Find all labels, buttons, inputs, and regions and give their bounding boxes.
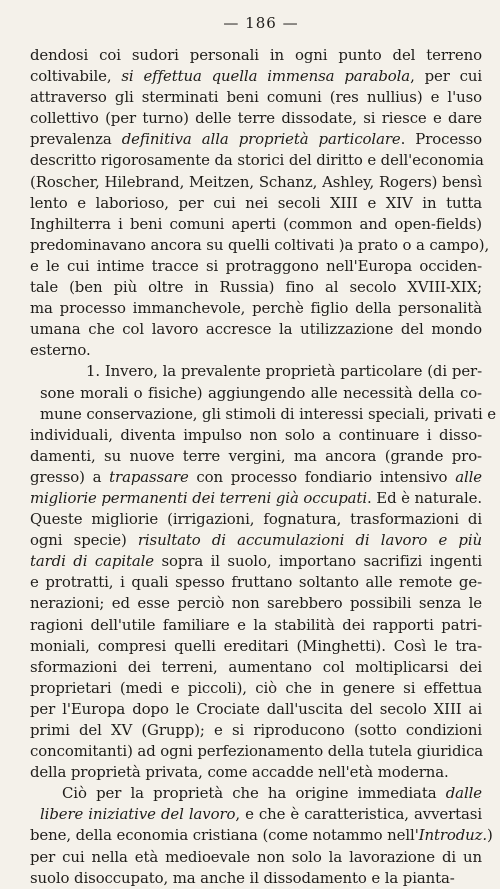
text-run: individuali, diventa impulso non solo a continuare i disso- (30, 425, 482, 444)
text-run: suolo disoccupato, ma anche il dissodamento e la pianta- (30, 868, 455, 887)
text-line (30, 150, 482, 171)
text-run: , e che è caratteristica, avvertasi (235, 805, 482, 824)
text-run: Ciò per la proprietà che ha origine immediata (62, 784, 446, 803)
italic-text: dalle (445, 784, 482, 803)
text-run: . Processo (400, 130, 482, 149)
text-line (30, 383, 482, 404)
text-line (30, 214, 482, 235)
text-line (30, 720, 482, 741)
text-run: damenti, su nuove terre vergini, ma ancora (grande pro- (30, 446, 482, 465)
italic-text: Introduz. (418, 826, 488, 845)
text-line (30, 762, 482, 783)
text-run: nerazioni; ed esse perciò non sarebbero possibili senza le (30, 594, 482, 613)
text-run: , per cui (410, 67, 482, 86)
text-run: concomitanti) ad ogni perfezionamento della tutela giuridica (30, 742, 484, 761)
text-run: ma processo immanchevole, perchè figlio della personalità (30, 299, 482, 318)
text-run: primi del XV (Grupp); e si riproducono (sotto condizioni (30, 721, 482, 739)
text-run: della proprietà privata, come accadde nell'età moderna. (30, 763, 449, 782)
text-run: collettivo (per turno) delle terre dissodate, si riesce e dare (30, 109, 482, 128)
text-run: Queste migliorie (irrigazioni, fognatura, trasformazioni di (30, 510, 482, 529)
text-line (30, 361, 482, 382)
text-line (30, 235, 490, 256)
text-run: sone morali o fisiche) aggiungendo alle necessità della co- (40, 383, 482, 402)
text-line (30, 319, 482, 340)
text-run: per cui nella età medioevale non solo la lavorazione di un (30, 847, 482, 866)
text-run: Inghilterra i beni comuni aperti (common and open-fields) (30, 214, 482, 233)
text-run: mune conservazione, gli stimoli di interessi speciali, privati e (40, 404, 497, 423)
text-run: dendosi coi sudori personali in ogni punto del terreno (30, 46, 482, 64)
text-line (30, 66, 482, 87)
text-run: sopra il suolo, importano sacrifizi ingenti (154, 552, 482, 571)
text-run: coltivabile, (30, 67, 122, 86)
italic-text: tardi di capitale (30, 552, 154, 571)
text-body (30, 45, 497, 889)
text-line (30, 488, 482, 509)
text-line (30, 87, 482, 108)
text-run: proprietari (medi e piccoli), ciò che in genere si effettua (30, 678, 482, 697)
text-run: esterno. (30, 341, 91, 360)
text-line (30, 277, 482, 298)
text-line (30, 467, 482, 488)
text-line (30, 446, 482, 467)
text-line (30, 783, 482, 804)
text-line (30, 593, 482, 614)
text-run: 1. Invero, la prevalente proprietà particolare (di per- (86, 362, 482, 381)
text-line (30, 256, 482, 277)
text-run: ) (487, 826, 493, 845)
text-run: prevalenza (30, 130, 122, 149)
text-run: predominavano ancora su quelli coltivati )a prato o a campo), (30, 235, 490, 254)
text-run: ogni specie) (30, 531, 138, 550)
page-number: — 186 — (223, 14, 299, 32)
text-line (30, 825, 493, 846)
text-line (30, 678, 482, 699)
text-line (30, 699, 482, 720)
text-line (30, 847, 482, 868)
text-run: umana che col lavoro accresce la utilizzazione del mondo (30, 320, 482, 339)
text-run: e le cui intime tracce si protraggono nell'Europa occiden- (30, 256, 482, 275)
text-run: moniali, compresi quelli ereditari (Minghetti). Così le tra- (30, 636, 482, 655)
text-line (30, 615, 482, 636)
text-line (30, 572, 482, 593)
text-run: bene, della economia cristiana (come notammo nell' (30, 826, 419, 845)
text-run: lento e laborioso, per cui nei secoli XIII e XIV in tutta (30, 193, 482, 212)
text-line (30, 108, 482, 129)
italic-text: alle (455, 467, 483, 486)
text-line (30, 636, 482, 657)
text-line (30, 404, 497, 425)
italic-text: definitiva alla proprietà particolare (121, 130, 401, 149)
text-line (30, 425, 482, 446)
text-run: sformazioni dei terreni, aumentano col moltiplicarsi dei (30, 657, 482, 676)
text-line (30, 657, 482, 678)
italic-text: migliorie permanenti dei terreni già occupati (30, 488, 367, 507)
italic-text: trapassare (109, 467, 189, 486)
text-run: per l'Europa dopo le Crociate dall'uscita del secolo XIII ai (30, 699, 482, 718)
text-line (30, 193, 482, 214)
text-run: gresso) a (30, 467, 110, 486)
text-run: e protratti, i quali spesso fruttano soltanto alle remote ge- (30, 573, 482, 592)
italic-text: si effettua quella immensa parabola (121, 67, 411, 86)
text-run: con processo fondiario intensivo (188, 467, 456, 486)
italic-text: libere iniziative del lavoro (40, 805, 236, 824)
italic-text: risultato di accumulazioni di lavoro e più (137, 531, 482, 550)
text-run: . Ed è naturale. (367, 488, 482, 507)
text-line (30, 530, 482, 551)
text-run: tale (ben più oltre in Russia) fino al secolo XVIII-XIX; (30, 278, 482, 297)
text-run: descritto rigorosamente da storici del diritto e dell'economia (30, 151, 484, 170)
text-line (30, 172, 482, 193)
text-line (30, 509, 482, 530)
text-line (30, 804, 482, 825)
text-line (30, 551, 482, 572)
text-line (30, 129, 482, 150)
text-line (30, 298, 482, 319)
text-line (30, 741, 482, 762)
text-run: attraverso gli sterminati beni comuni (res nullius) e l'uso (30, 88, 482, 107)
text-line (30, 340, 482, 361)
text-run: ragioni dell'utile familiare e la stabilità dei rapporti patri- (30, 615, 482, 634)
text-line (30, 45, 482, 66)
text-run: (Roscher, Hilebrand, Meitzen, Schanz, Ashley, Rogers) bensì (30, 172, 482, 191)
text-line (30, 868, 482, 889)
